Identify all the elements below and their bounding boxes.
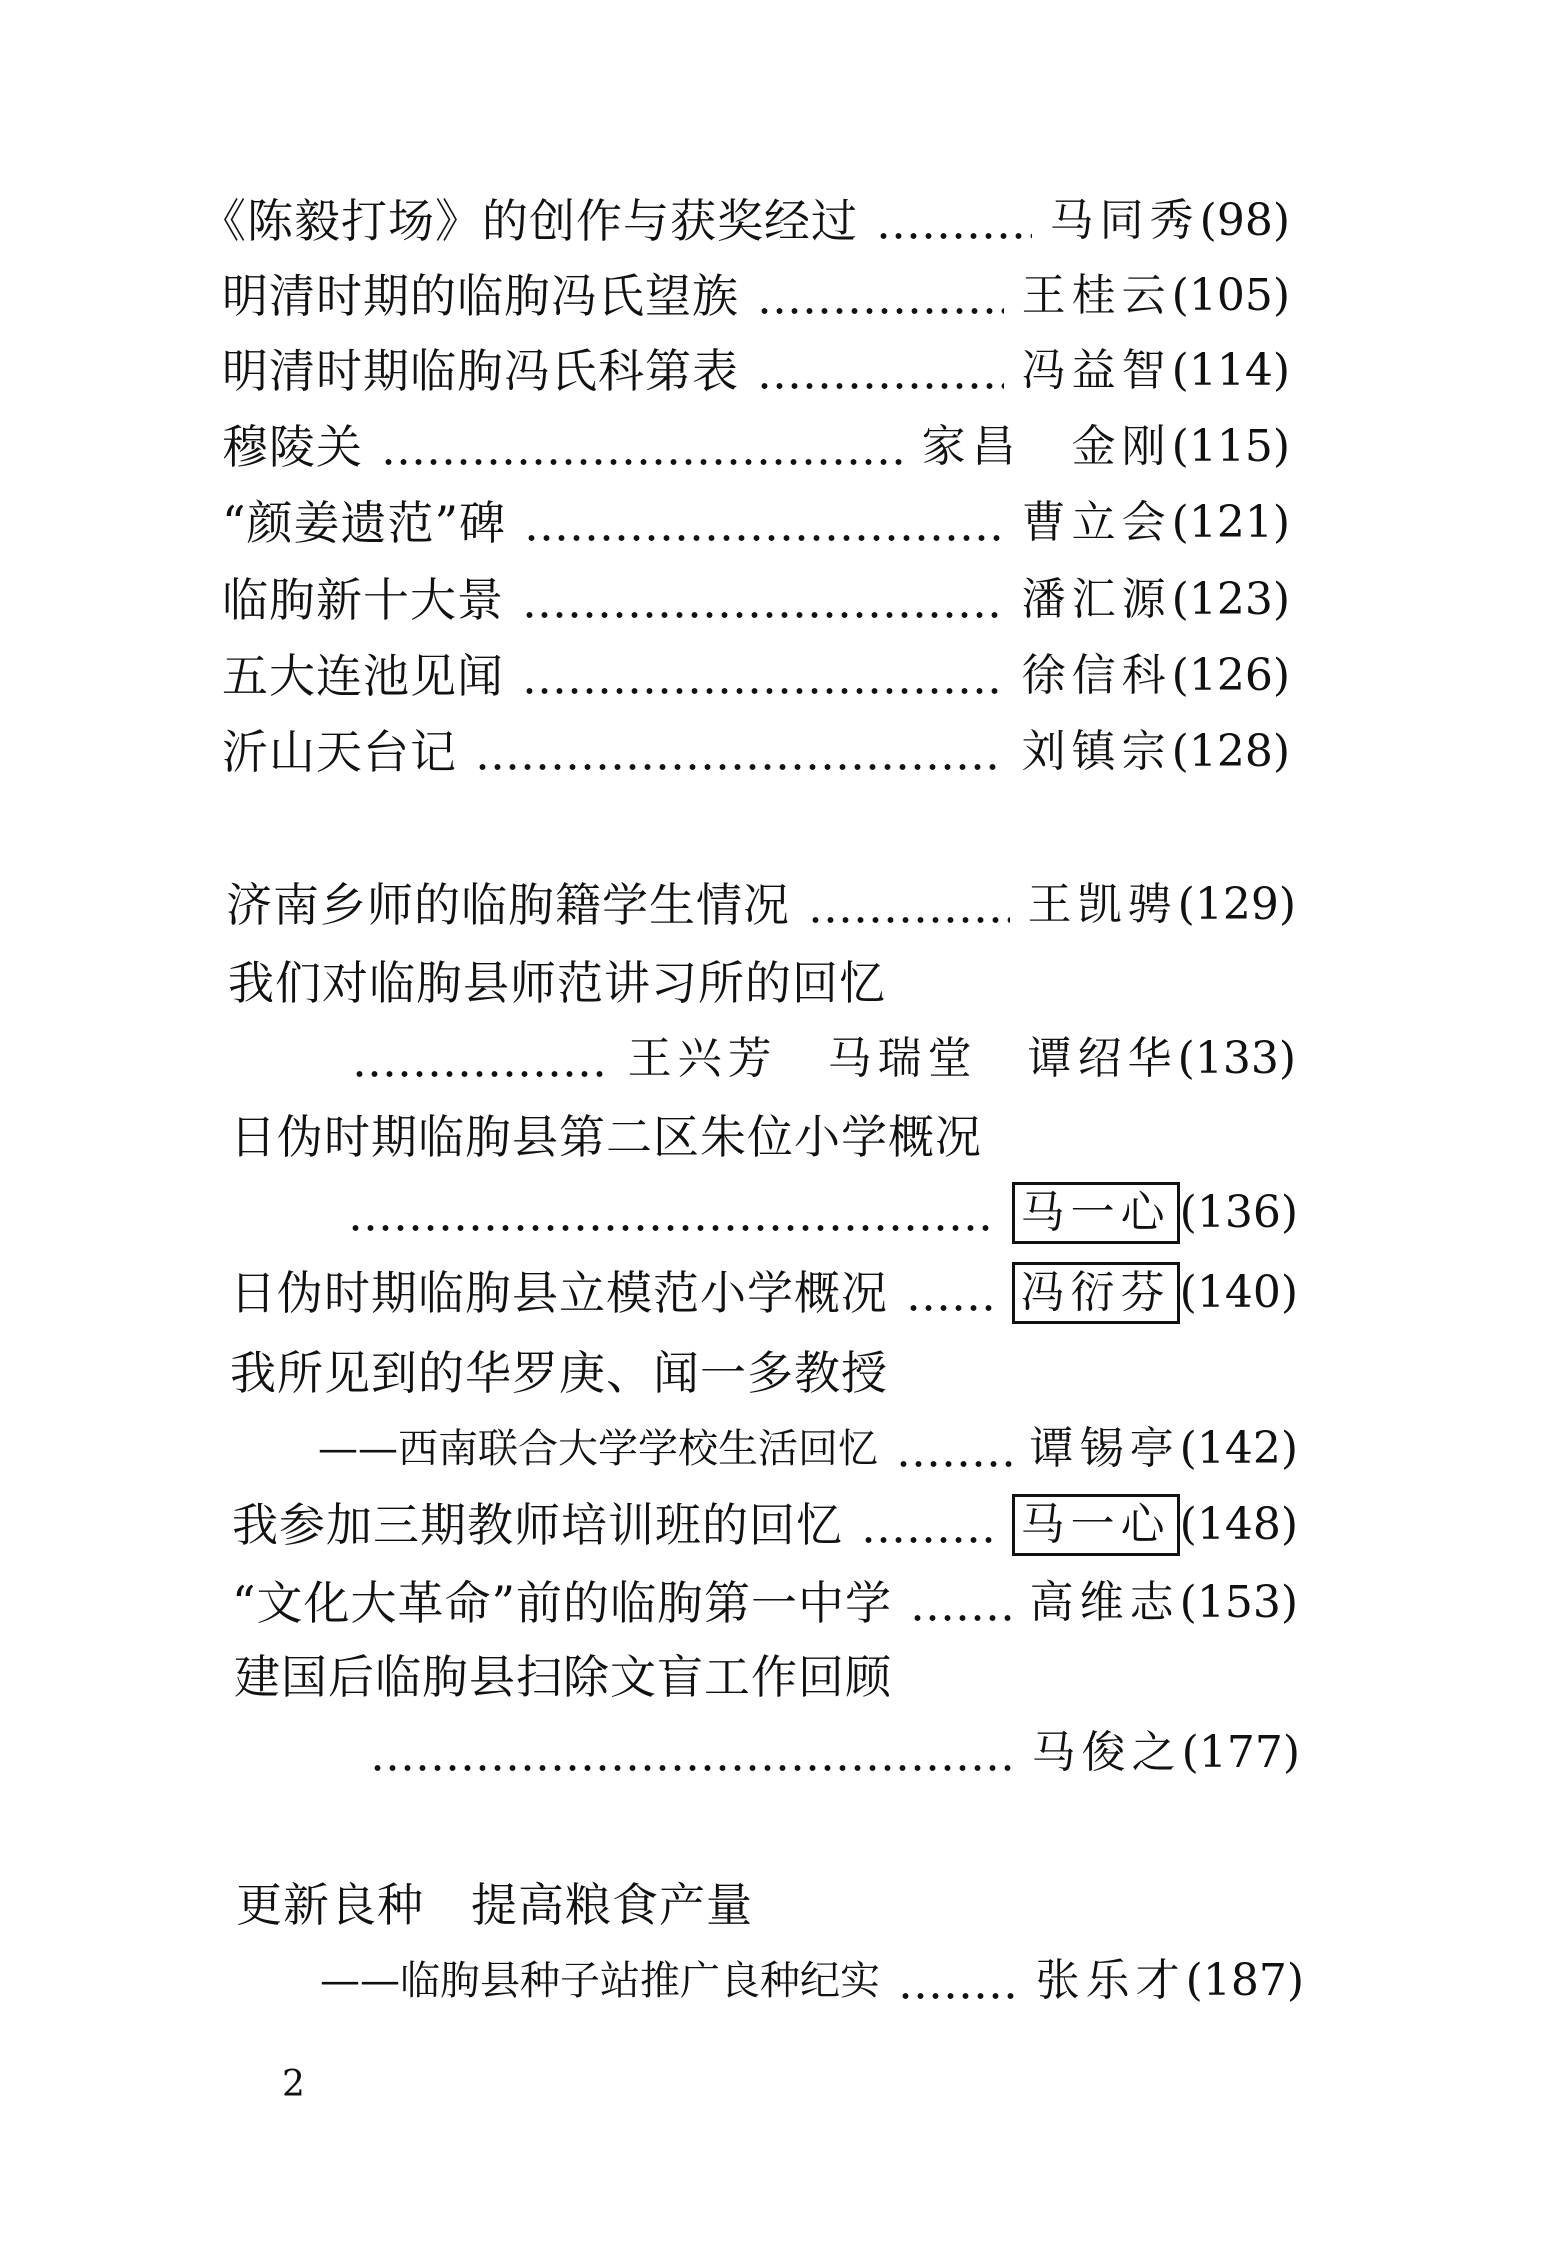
entry-title: 更新良种 提高粮食产量 [236, 1878, 753, 1932]
entry-author: 王桂云 [1021, 270, 1172, 321]
dot-leader [910, 1580, 1012, 1626]
entry-author: 家昌 金刚 [921, 421, 1172, 472]
dot-leader [475, 729, 1004, 775]
entry-author: 刘镇宗 [1021, 726, 1172, 777]
entry-author: 冯益智 [1021, 345, 1172, 396]
toc-entry [232, 1488, 1298, 1562]
entry-title: 五大连池见闻 [222, 649, 504, 703]
entry-title: 日伪时期临朐县第二区朱位小学概况 [230, 1110, 982, 1164]
toc-entry [222, 715, 1290, 789]
toc-entry-title-line [234, 1640, 1298, 1714]
entry-page: (148) [1179, 1499, 1298, 1550]
entry-page: (153) [1179, 1577, 1298, 1628]
entry-title: 我参加三期教师培训班的回忆 [232, 1498, 843, 1552]
toc-entry-author-line [352, 1022, 1296, 1096]
entry-title: 日伪时期临朐县立模范小学概况 [230, 1266, 888, 1320]
entry-title: “文化大革命”前的临朐第一中学 [232, 1576, 893, 1630]
boxed-author-name: 马一心 [1012, 1494, 1180, 1556]
toc-entry [222, 259, 1290, 333]
entry-page: (121) [1171, 497, 1290, 548]
toc-entry [226, 868, 1296, 942]
toc-entry-title-line [228, 946, 1296, 1020]
dot-leader [522, 577, 1004, 623]
entry-author: 王兴芳 马瑞堂 谭绍华 [627, 1033, 1178, 1084]
dot-leader [352, 1036, 610, 1082]
boxed-author-name: 冯衍芬 [1012, 1262, 1180, 1324]
entry-title: 我们对临朐县师范讲习所的回忆 [228, 956, 886, 1010]
toc-entry [222, 563, 1290, 637]
toc-entry [222, 639, 1290, 713]
dot-leader [757, 348, 1004, 394]
entry-page: (126) [1171, 650, 1290, 701]
boxed-author-name: 马一心 [1012, 1182, 1180, 1244]
toc-entry [222, 410, 1290, 484]
dot-leader [876, 198, 1032, 244]
entry-page: (187) [1185, 1955, 1304, 2006]
entry-title: 临朐新十大景 [222, 573, 504, 627]
toc-entry-title-line [230, 1336, 1298, 1410]
entry-subtitle: ——西南联合大学学校生活回忆 [318, 1426, 878, 1472]
entry-title: 明清时期的临朐冯氏望族 [222, 269, 739, 323]
entry-author: 张乐才 [1035, 1955, 1186, 2006]
toc-entry-subtitle-line [320, 1944, 1304, 2018]
entry-page: (136) [1179, 1187, 1298, 1238]
dot-leader [381, 424, 904, 470]
entry-page: (98) [1199, 195, 1290, 246]
page-number: 2 [282, 2064, 305, 2105]
dot-leader [524, 500, 1004, 546]
toc-entry [222, 486, 1290, 560]
toc-entry-title-line [236, 1868, 1300, 1942]
toc-entry-author-line [370, 1716, 1300, 1790]
entry-title: 穆陵关 [222, 420, 363, 474]
toc-entry [232, 1566, 1298, 1640]
entry-author: 王凯骋 [1027, 879, 1178, 930]
toc-entry-author-line [348, 1176, 1298, 1250]
entry-author: 马同秀 [1049, 195, 1200, 246]
entry-subtitle: ——临朐县种子站推广良种纪实 [320, 1958, 880, 2004]
entry-page: (114) [1171, 345, 1290, 396]
entry-page: (128) [1171, 726, 1290, 777]
entry-page: (177) [1181, 1727, 1300, 1778]
dot-leader [757, 273, 1004, 319]
entry-page: (142) [1179, 1423, 1298, 1474]
dot-leader [370, 1730, 1014, 1776]
toc-entry [200, 184, 1290, 258]
dot-leader [896, 1426, 1012, 1472]
entry-title: 我所见到的华罗庚、闻一多教授 [230, 1346, 888, 1400]
entry-author: 高维志 [1029, 1577, 1180, 1628]
entry-page: (115) [1171, 421, 1290, 472]
dot-leader [906, 1270, 994, 1316]
dot-leader [898, 1958, 1018, 2004]
entry-author: 谭锡亭 [1029, 1423, 1180, 1474]
entry-page: (105) [1171, 270, 1290, 321]
entry-author: 潘汇源 [1021, 574, 1172, 625]
entry-title: 明清时期临朐冯氏科第表 [222, 344, 739, 398]
entry-author: 徐信科 [1021, 650, 1172, 701]
entry-title: 建国后临朐县扫除文盲工作回顾 [234, 1650, 892, 1704]
toc-entry-title-line [230, 1100, 1298, 1174]
entry-page: (140) [1179, 1267, 1298, 1318]
entry-title: 《陈毅打场》的创作与获奖经过 [200, 194, 858, 248]
entry-title: 济南乡师的临朐籍学生情况 [226, 878, 790, 932]
toc-entry-subtitle-line [318, 1412, 1298, 1486]
toc-entry [222, 334, 1290, 408]
dot-leader [522, 653, 1004, 699]
entry-page: (129) [1177, 879, 1296, 930]
entry-author: 马俊之 [1031, 1727, 1182, 1778]
toc-entry [230, 1256, 1298, 1330]
entry-page: (123) [1171, 574, 1290, 625]
entry-title: 沂山天台记 [222, 725, 457, 779]
entry-title: “颜姜遗范”碑 [222, 496, 507, 550]
entry-author: 曹立会 [1021, 497, 1172, 548]
dot-leader [808, 882, 1010, 928]
dot-leader [348, 1190, 994, 1236]
entry-page: (133) [1177, 1033, 1296, 1084]
dot-leader [861, 1502, 994, 1548]
